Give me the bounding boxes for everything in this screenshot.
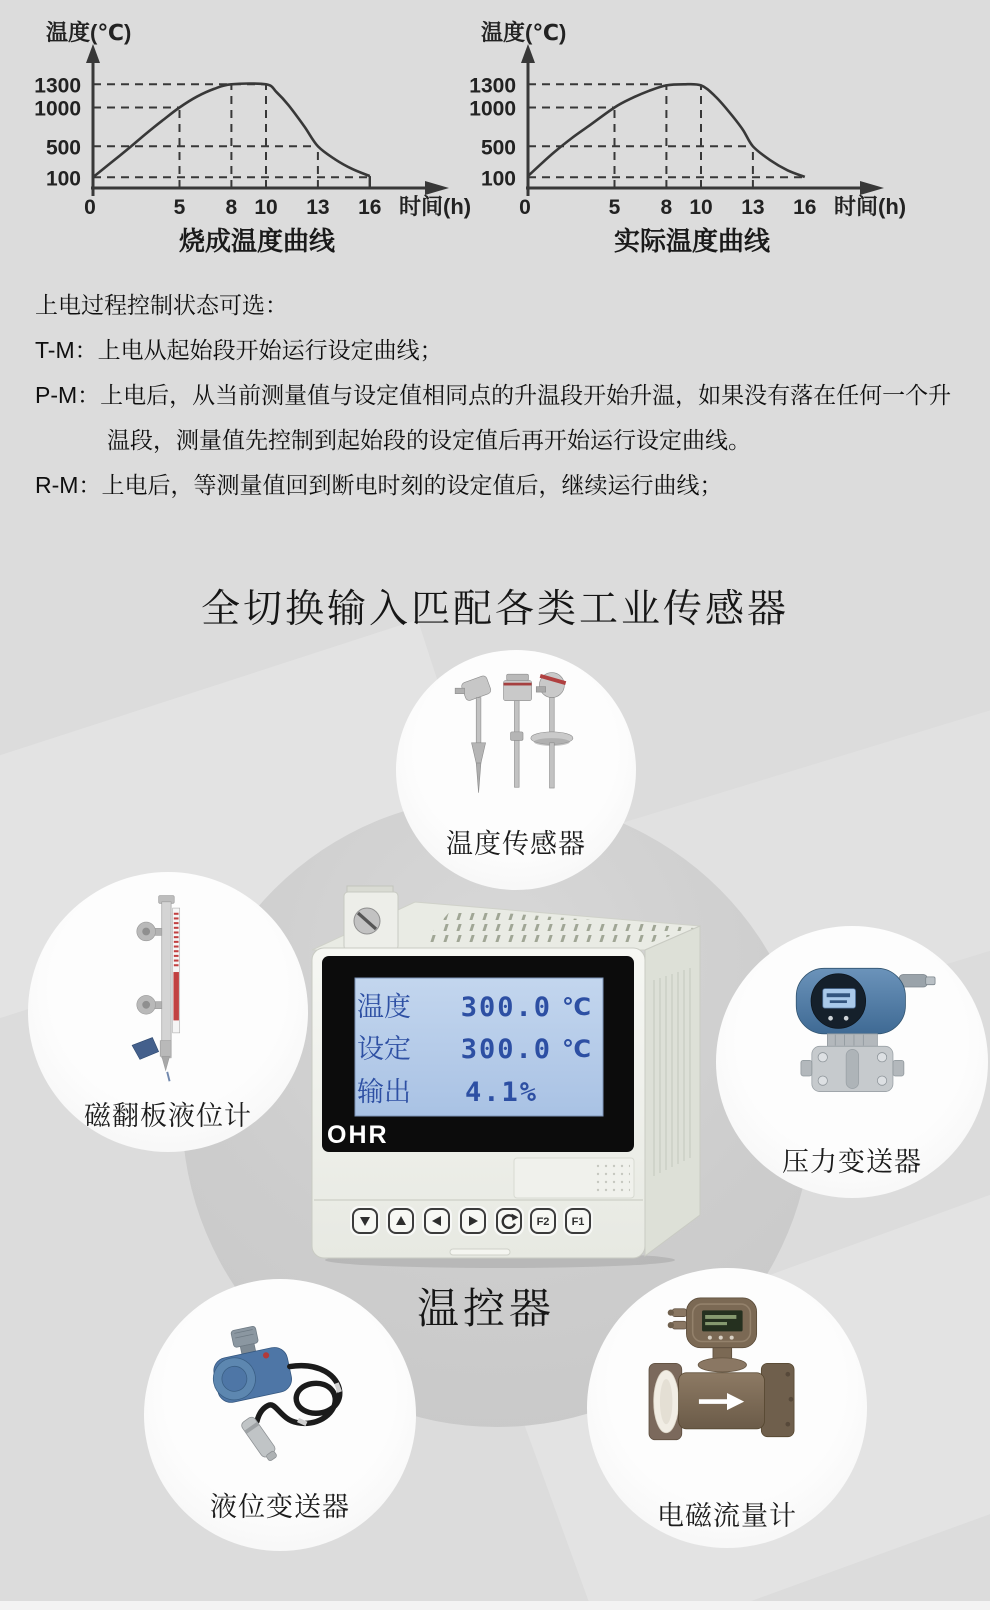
mode-text: 上电后，从当前测量值与设定值相同点的升温段开始升温，如果没有落在任何一个升温段，测量值先控制到起始段的设定值后再开始运行设定曲线。 — [100, 382, 952, 453]
y-tick-label: 1000 — [34, 97, 81, 121]
magnetic-level-gauge-image — [42, 880, 294, 1098]
sensor-label: 液位变送器 — [210, 1492, 350, 1522]
x-tick-label: 16 — [793, 196, 817, 219]
mode-label: R-M： — [35, 472, 102, 498]
x-tick-label: 0 — [84, 196, 96, 219]
button-triangle-left — [422, 1206, 452, 1236]
x-tick-label: 5 — [608, 196, 621, 219]
x-axis-arrow — [860, 181, 884, 195]
x-axis-title: 时间(h) — [834, 194, 907, 219]
pressure-transmitter-image — [730, 934, 975, 1146]
y-tick-label: 1300 — [34, 74, 81, 98]
bottom-notch — [450, 1249, 510, 1255]
temperature-controller-image — [300, 868, 710, 1268]
x-tick-label: 8 — [660, 196, 673, 219]
y-tick-label: 1000 — [469, 97, 516, 121]
button-triangle-right — [458, 1206, 488, 1236]
x-axis-title: 时间(h) — [399, 194, 472, 219]
y-tick-label: 500 — [480, 136, 516, 160]
button-F1 — [563, 1206, 593, 1236]
brand-logo: OHR — [327, 1121, 389, 1149]
x-tick-label: 13 — [306, 196, 330, 219]
sensor-circle-pressure-transmitter — [716, 926, 988, 1198]
intro-item-pm — [35, 373, 967, 463]
x-tick-label: 10 — [254, 196, 278, 219]
temperature-sensor-image — [408, 657, 624, 844]
y-axis-title: 温度(℃) — [46, 20, 132, 45]
lcd-row-name: 输出 — [357, 1077, 411, 1107]
mode-text: 上电从起始段开始运行设定曲线； — [97, 337, 443, 363]
mode-label: P-M： — [35, 382, 101, 408]
bottom-divider — [0, 1601, 990, 1610]
y-axis-arrow — [86, 44, 100, 63]
y-tick-label: 500 — [45, 136, 81, 160]
lcd-row-value: 300.0 — [460, 992, 552, 1023]
actual-temperature-curve-chart — [437, 0, 907, 260]
y-tick-label: 100 — [480, 167, 516, 191]
button-F2 — [528, 1206, 558, 1236]
lcd-row-value: 4.1% — [464, 1077, 538, 1108]
lcd-row-name: 设定 — [357, 1034, 411, 1064]
sensor-circle-temperature — [396, 650, 636, 890]
button-triangle-down — [350, 1206, 380, 1236]
intro-item-rm — [35, 463, 967, 508]
lcd-row-name: 温度 — [357, 992, 411, 1022]
y-axis-arrow — [521, 44, 535, 63]
lcd-row-unit: ℃ — [562, 994, 592, 1021]
button-label: F2 — [536, 1216, 550, 1228]
intro-heading: 上电过程控制状态可选： — [35, 292, 288, 318]
x-tick-label: 8 — [225, 196, 238, 219]
terminal-block — [344, 886, 398, 950]
x-tick-label: 10 — [689, 196, 713, 219]
firing-temperature-curve-chart — [2, 0, 472, 260]
y-tick-label: 100 — [45, 167, 81, 191]
lcd-row-value: 300.0 — [460, 1034, 552, 1065]
intro-item-tm — [35, 328, 967, 373]
sensor-label: 电磁流量计 — [657, 1501, 797, 1531]
x-tick-label: 13 — [741, 196, 765, 219]
chart-title: 烧成温度曲线 — [178, 226, 336, 256]
controller-label: 温控器 — [416, 1285, 555, 1332]
button-triangle-up — [386, 1206, 416, 1236]
x-tick-label: 16 — [358, 196, 382, 219]
power-on-control-text — [35, 283, 967, 508]
button-label: F1 — [571, 1216, 585, 1228]
section-heading: 全切换输入匹配各类工业传感器 — [200, 588, 789, 631]
speaker-dots — [596, 1162, 630, 1192]
mode-label: T-M： — [35, 337, 98, 363]
lcd-row-unit: ℃ — [562, 1036, 592, 1063]
sensor-circle-magnetic-level-gauge — [28, 872, 308, 1152]
y-axis-title: 温度(℃) — [481, 20, 567, 45]
mode-text: 上电后，等测量值回到断电时刻的设定值后，继续运行曲线； — [101, 472, 723, 498]
sensor-label: 磁翻板液位计 — [84, 1101, 252, 1131]
chart-title: 实际温度曲线 — [613, 226, 771, 256]
button-cycle — [494, 1206, 524, 1236]
y-tick-label: 1300 — [469, 74, 516, 98]
sensor-label: 温度传感器 — [446, 829, 586, 859]
x-tick-label: 0 — [519, 196, 531, 219]
sensor-label: 压力变送器 — [782, 1147, 922, 1177]
x-tick-label: 5 — [173, 196, 186, 219]
